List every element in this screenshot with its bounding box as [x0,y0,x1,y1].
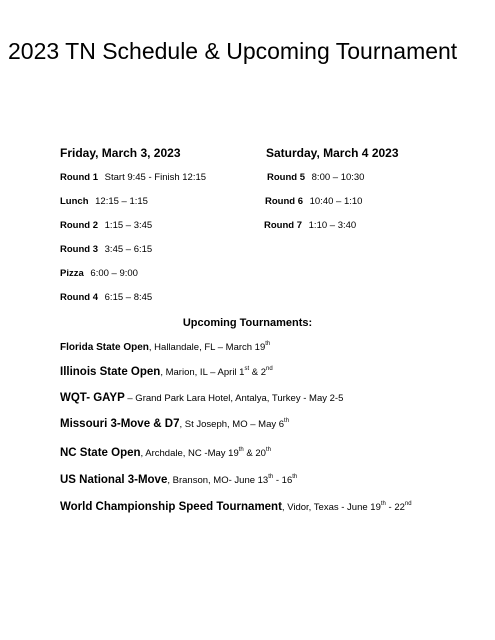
tournament-name: Illinois State Open [60,366,161,378]
row-label: Lunch [60,196,89,207]
page-title: 2023 TN Schedule & Upcoming Tournament [8,38,458,64]
friday-heading: Friday, March 3, 2023 [60,146,181,160]
row-label: Round 4 [60,292,98,303]
saturday-heading: Saturday, March 4 2023 [266,146,399,160]
schedule-row [60,220,152,231]
schedule-row [60,172,206,183]
row-time: 8:00 – 10:30 [311,172,365,183]
ordinal-suffix: nd [266,366,273,372]
tournament-details: , Archdale, NC -May 19 [140,448,239,459]
tournament-item [60,392,343,404]
tournament-item [60,418,289,430]
tournament-details: , Vidor, Texas - June 19 [281,502,381,513]
row-label: Round 1 [60,172,98,183]
schedule-row [60,196,148,207]
row-label: Round 2 [60,220,98,231]
row-label: Round 5 [267,172,305,183]
tournament-name: World Championship Speed Tournament [60,501,282,513]
row-label: Round 6 [265,196,303,207]
tournament-details: , Marion, IL – April 1 [160,367,245,378]
ordinal-suffix: th [380,501,386,507]
schedule-row [60,268,138,279]
row-label: Round 3 [60,244,98,255]
tournament-details-cont: & 20 [243,448,266,459]
row-time: 1:15 – 3:45 [104,220,153,231]
tournament-details-cont: & 2 [249,367,267,378]
tournament-name: Missouri 3-Move & D7 [60,418,180,430]
ordinal-suffix: th [238,447,244,453]
schedule-row [264,220,356,231]
tournament-item [60,366,273,378]
tournament-details: , Branson, MO- June 13 [167,475,269,486]
row-time: 3:45 – 6:15 [104,244,153,255]
row-label: Pizza [60,268,84,279]
row-label: Round 7 [264,220,302,231]
schedule-row [60,292,152,303]
row-time: 12:15 – 1:15 [95,196,148,207]
row-time: 6:15 – 8:45 [104,292,153,303]
tournament-name: Florida State Open [60,342,149,353]
schedule-row [265,196,362,207]
row-time: 6:00 – 9:00 [90,268,138,279]
row-time: Start 9:45 - Finish 12:15 [104,172,207,183]
schedule-row [267,172,364,183]
tournament-name: WQT- GAYP [60,392,125,404]
tournament-details: , Hallandale, FL – March 19 [148,342,266,353]
ordinal-suffix: th [292,474,298,480]
tournament-item [60,474,297,486]
upcoming-heading: Upcoming Tournaments: [182,317,313,329]
tournament-details: , St Joseph, MO – May 6 [179,419,285,430]
tournament-details-cont: - 22 [385,502,405,513]
ordinal-suffix: st [244,366,250,372]
tournament-item [60,447,271,459]
row-time: 10:40 – 1:10 [309,196,363,207]
ordinal-suffix: th [284,418,290,424]
tournament-name: NC State Open [60,447,141,459]
ordinal-suffix: th [268,474,274,480]
schedule-row [60,244,152,255]
ordinal-suffix: th [265,341,271,347]
tournament-item [60,501,412,513]
tournament-details: – Grand Park Lara Hotel, Antalya, Turkey - May 2-5 [124,393,344,404]
ordinal-suffix: nd [404,501,412,507]
ordinal-suffix: th [265,447,271,453]
tournament-item [60,342,270,353]
row-time: 1:10 – 3:40 [308,220,357,231]
tournament-name: US National 3-Move [60,474,168,486]
tournament-details-cont: - 16 [273,475,293,486]
